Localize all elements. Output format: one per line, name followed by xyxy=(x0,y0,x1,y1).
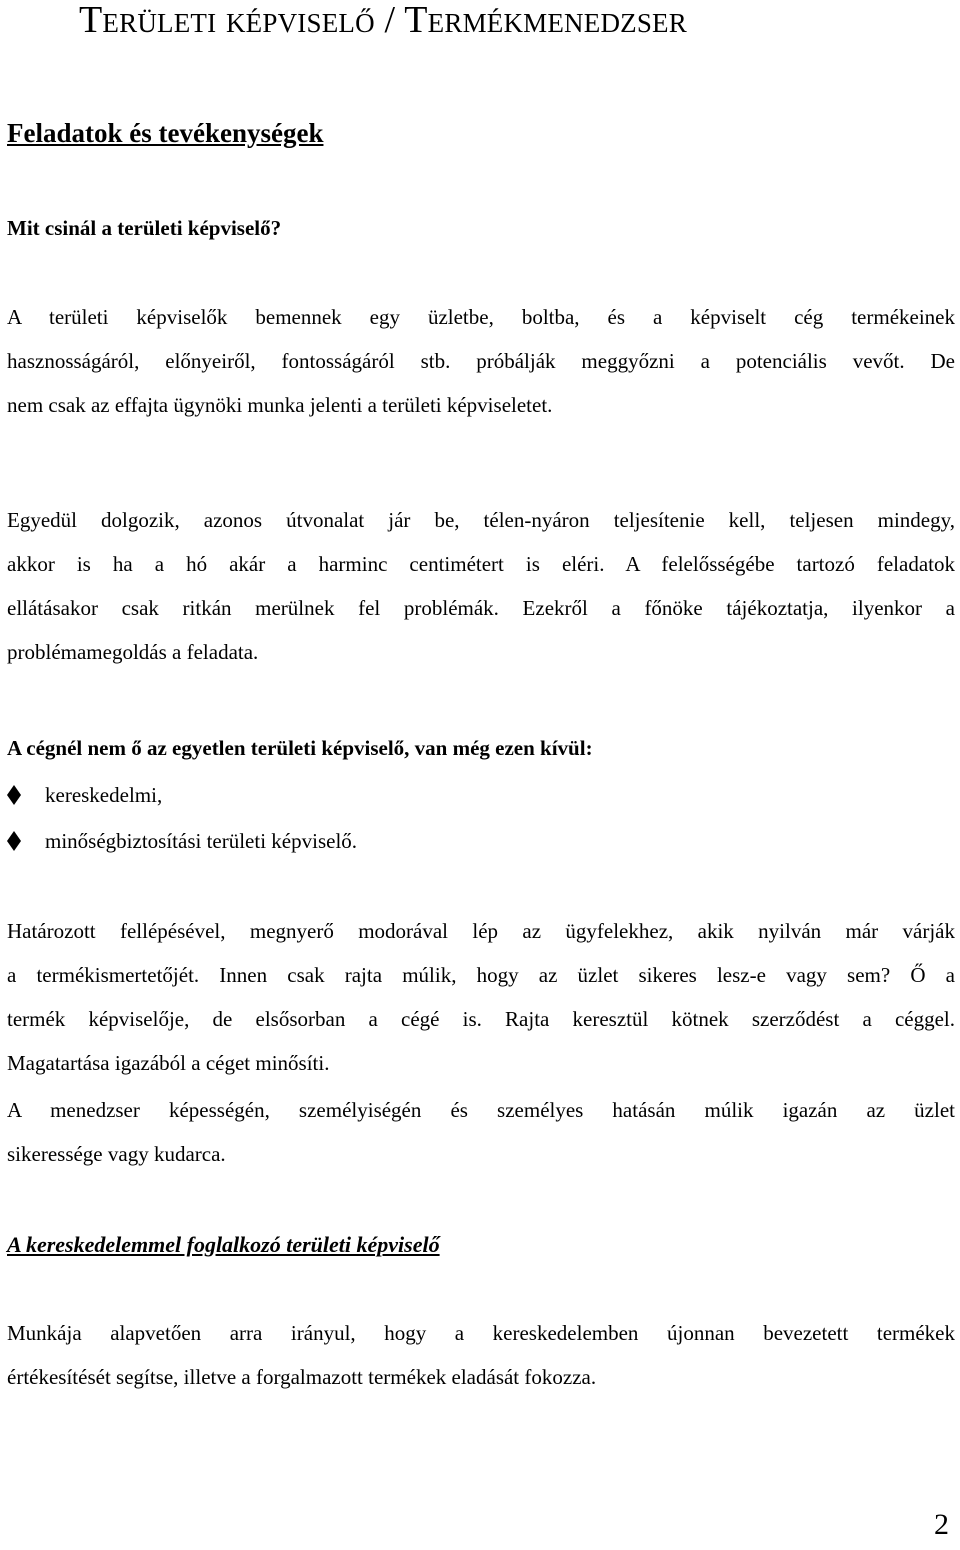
text-line: problémamegoldás a feladata. xyxy=(7,640,259,664)
paragraph-manager xyxy=(7,1088,955,1176)
text-line: termék képviselője, de elsősorban a cégé is. Rajta keresztül kötnek szerződést a céggel. xyxy=(7,1007,955,1031)
diamond-bullet-icon xyxy=(7,785,21,805)
list-heading: A cégnél nem ő az egyetlen területi képviselő, van még ezen kívül: xyxy=(7,736,593,760)
text-line: Magatartása igazából a céget minősíti. xyxy=(7,1051,330,1075)
paragraph-commercial xyxy=(7,1311,955,1399)
diamond-bullet-icon xyxy=(7,831,21,851)
text-line: A menedzser képességén, személyiségén és személyes hatásán múlik igazán az üzlet xyxy=(7,1098,955,1122)
text-line: Határozott fellépésével, megnyerő modorával lép az ügyfelekhez, akik nyilván már várják xyxy=(7,919,955,943)
text-line: hasznosságáról, előnyeiről, fontosságáról stb. próbálják meggyőzni a potenciális vevőt. De xyxy=(7,349,955,373)
text-line: nem csak az effajta ügynöki munka jelenti a területi képviseletet. xyxy=(7,393,553,417)
text-line: ellátásakor csak ritkán merülnek fel problémák. Ezekről a főnöke tájékoztatja, ilyenkor a xyxy=(7,596,955,620)
text-line: értékesítését segítse, illetve a forgalmazott termékek eladását fokozza. xyxy=(7,1365,597,1389)
representative-types-list xyxy=(7,772,357,864)
text-line: a termékismertetőjét. Innen csak rajta múlik, hogy az üzlet sikeres lesz-e vagy sem? Ő a xyxy=(7,963,955,987)
text-line: Munkája alapvetően arra irányul, hogy a kereskedelemben újonnan bevezetett termékek xyxy=(7,1321,955,1345)
section-heading: Feladatok és tevékenységek xyxy=(7,118,324,148)
list-item-label: kereskedelmi, xyxy=(45,783,163,807)
text-line: akkor is ha a hó akár a harminc centimétert is eléri. A felelősségébe tartozó feladatok xyxy=(7,552,955,576)
list-item xyxy=(7,772,357,818)
list-item-label: minőségbiztosítási területi képviselő. xyxy=(45,829,358,853)
list-item xyxy=(7,818,357,864)
page-title: Területi képviselő / Termékmenedzser xyxy=(79,0,687,41)
question-heading: Mit csinál a területi képviselő? xyxy=(7,216,282,240)
text-line: sikeressége vagy kudarca. xyxy=(7,1142,226,1166)
paragraph-work xyxy=(7,498,955,674)
text-line: Egyedül dolgozik, azonos útvonalat jár be, télen-nyáron teljesítenie kell, teljesen mindegy, xyxy=(7,508,955,532)
text-line: A területi képviselők bemennek egy üzletbe, boltba, és a képviselt cég termékeinek xyxy=(7,305,955,329)
paragraph-manner xyxy=(7,909,955,1085)
subsection-heading: A kereskedelemmel foglalkozó területi képviselő xyxy=(7,1232,440,1257)
paragraph-intro xyxy=(7,295,955,427)
page-number: 2 xyxy=(934,1508,949,1541)
